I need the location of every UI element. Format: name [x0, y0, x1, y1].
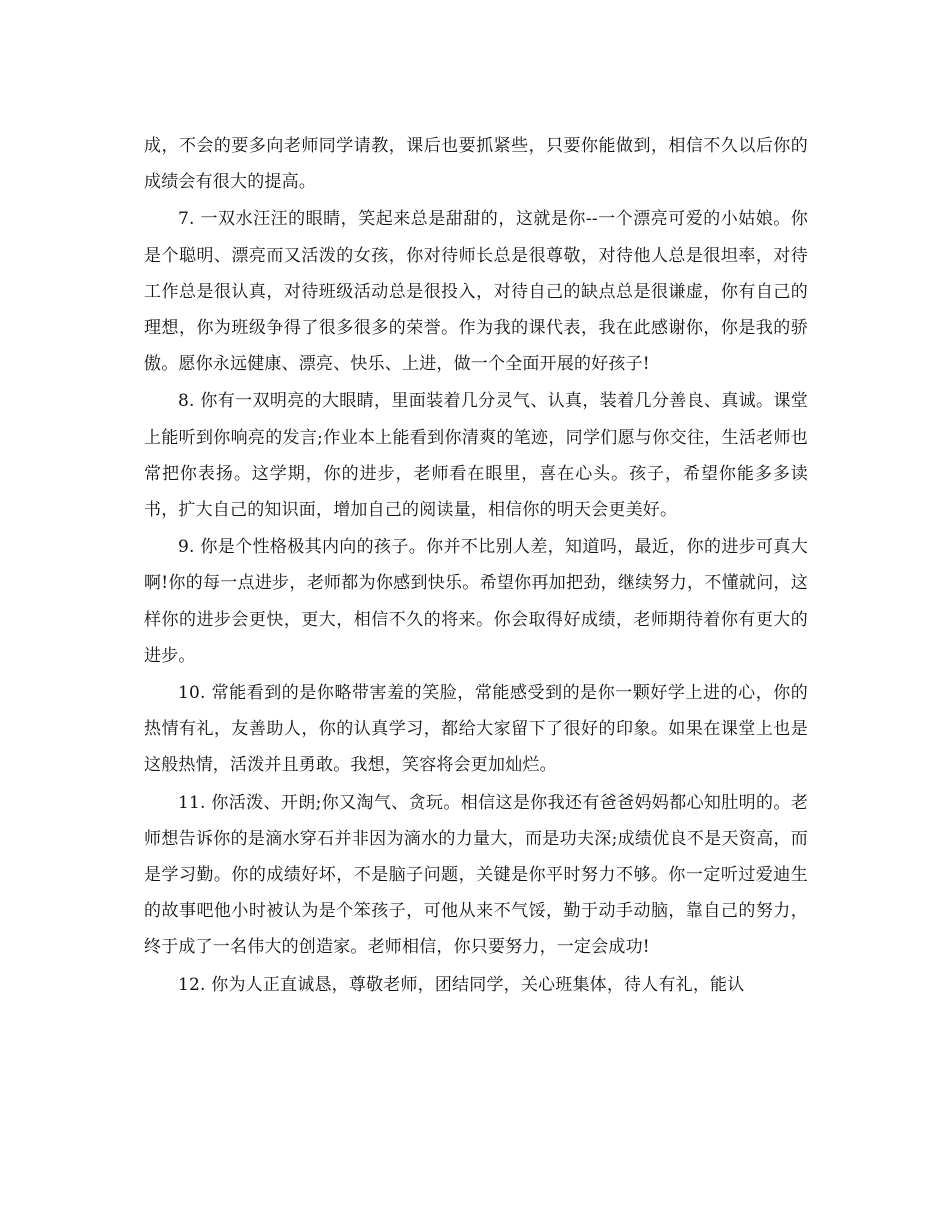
paragraph-11: 11. 你活泼、开朗;你又淘气、贪玩。相信这是你我还有爸爸妈妈都心知肚明的。老师想告诉你的是滴水穿石并非因为滴水的力量大，而是功夫深;成绩优良不是天资高，而是学习勤。你的成绩好坏，不是脑子问题，关键是你平时努力不够。你一定听过爱迪生的故事吧他小时被认为是个笨孩子，可他从来不气馁，勤于动手动脑，靠自己的努力，终于成了一名伟大的创造家。老师相信，你只要努力，一定会成功! — [144, 792, 808, 958]
paragraph-8: 8. 你有一双明亮的大眼睛，里面装着几分灵气、认真，装着几分善良、真诚。课堂上能听到你响亮的发言;作业本上能看到你清爽的笔迹，同学们愿与你交往，生活老师也常把你表扬。这学期，你的进步，老师看在眼里，喜在心头。孩子，希望你能多多读书，扩大自己的知识面，增加自己的阅读量，相信你的明天会更美好。 — [144, 391, 808, 521]
paragraph-7: 7. 一双水汪汪的眼睛，笑起来总是甜甜的，这就是你--一个漂亮可爱的小姑娘。你是个聪明、漂亮而又活泼的女孩，你对待师长总是很尊敬，对待他人总是很坦率，对待工作总是很认真，对待班级活动总是很投入，对待自己的缺点总是很谦虚，你有自己的理想，你为班级争得了很多很多的荣誉。作为我的课代表，我在此感谢你，你是我的骄傲。愿你永远健康、漂亮、快乐、上进，做一个全面开展的好孩子! — [144, 209, 808, 375]
paragraph-12: 12. 你为人正直诚恳，尊敬老师，团结同学，关心班集体，待人有礼，能认 — [178, 974, 745, 995]
paragraph-continuation: 成，不会的要多向老师同学请教，课后也要抓紧些，只要你能做到，相信不久以后你的成绩会有很大的提高。 — [144, 136, 808, 193]
document-body — [144, 128, 808, 1004]
paragraph-10: 10. 常能看到的是你略带害羞的笑脸，常能感受到的是你一颗好学上进的心，你的热情有礼，友善助人，你的认真学习，都给大家留下了很好的印象。如果在课堂上也是这般热情，活泼并且勇敢。我想，笑容将会更加灿烂。 — [144, 683, 808, 776]
paragraph-9: 9. 你是个性格极其内向的孩子。你并不比别人差，知道吗，最近，你的进步可真大啊!你的每一点进步，老师都为你感到快乐。希望你再加把劲，继续努力，不懂就问，这样你的进步会更快，更大，相信不久的将来。你会取得好成绩，老师期待着你有更大的进步。 — [144, 537, 808, 666]
